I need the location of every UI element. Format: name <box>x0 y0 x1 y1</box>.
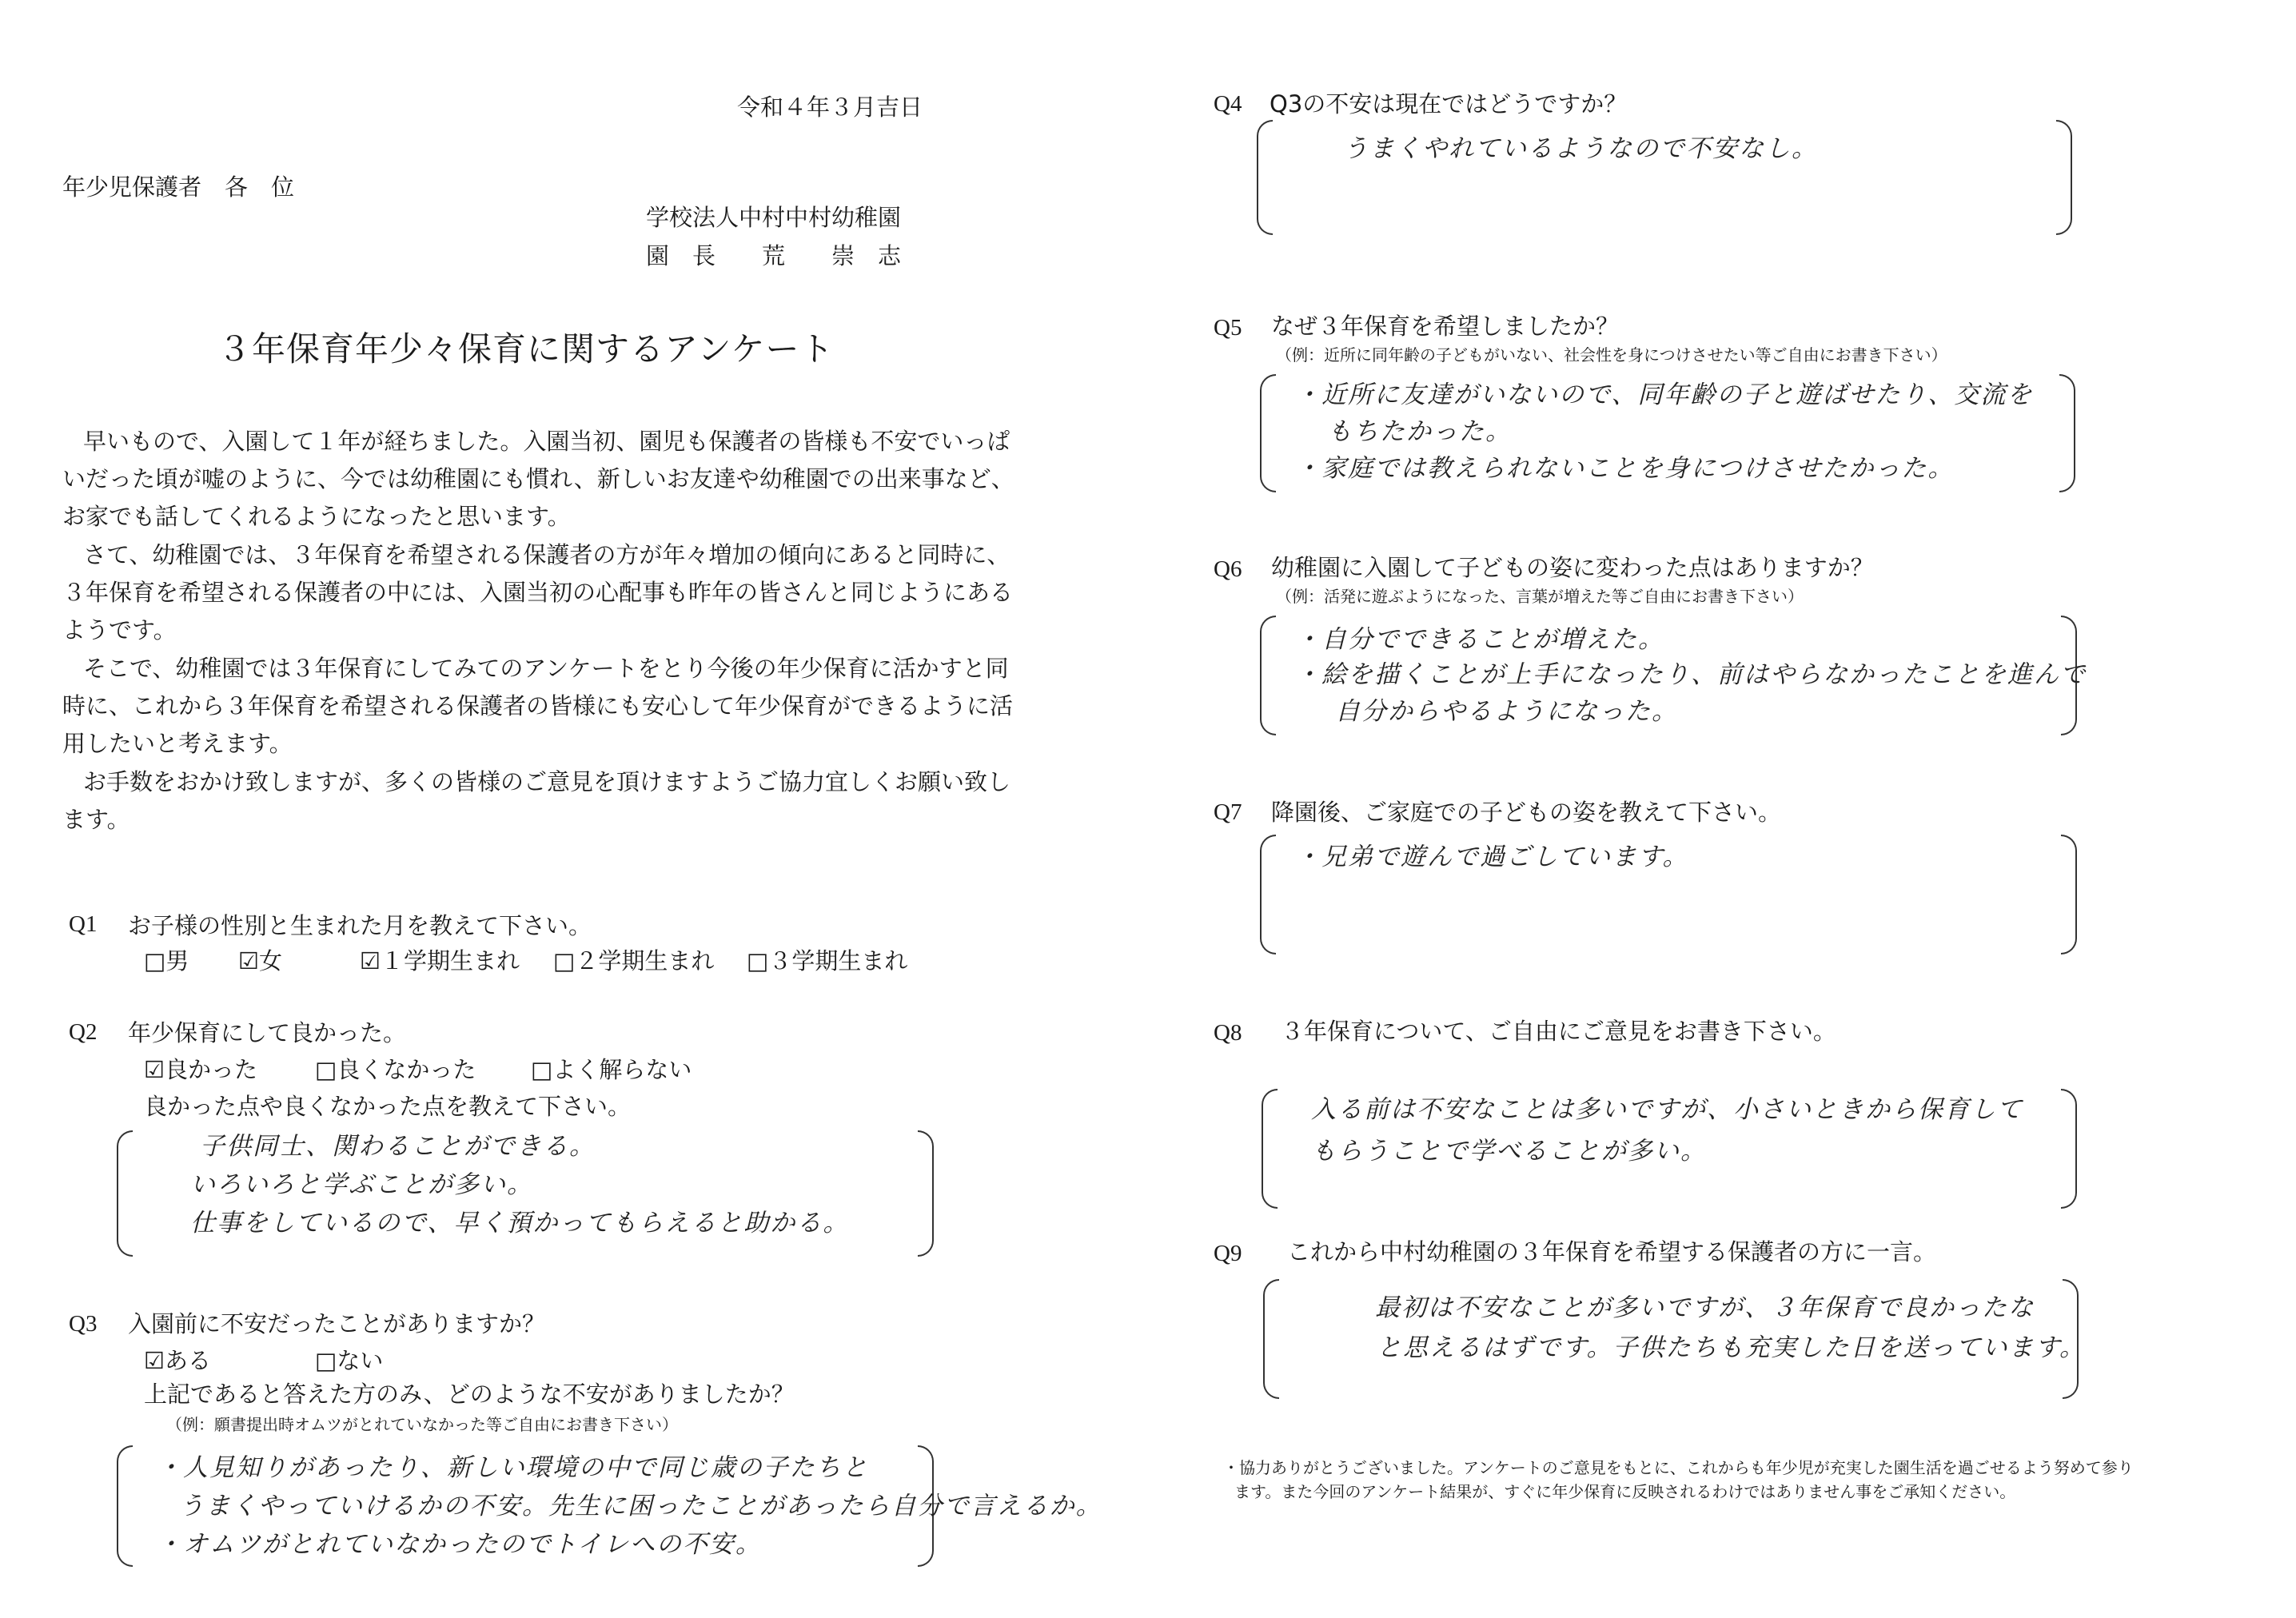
intro-line: 時に、これから３年保育を希望される保護者の皆様にも安心して年少保育ができるように活 <box>62 692 1014 719</box>
q5-answer-line: ・家庭では教えられないことを身につけさせたかった。 <box>1295 454 1955 483</box>
intro-line: そこで、幼稚園では３年保育にしてみてのアンケートをとり今後の年少保育に活かすと同 <box>83 655 1009 682</box>
q2-label: Q2 <box>69 1019 98 1045</box>
q7-label: Q7 <box>1214 799 1242 825</box>
q3-answer-line: ・オムツがとれていなかったのでトイレへの不安。 <box>157 1530 762 1559</box>
q7-text: 降園後、ご家庭での子どもの姿を教えて下さい。 <box>1271 799 1782 826</box>
q6-label: Q6 <box>1214 556 1242 582</box>
intro-line: お手数をおかけ致しますが、多くの皆様のご意見を頂けますようご協力宜しくお願い致し <box>83 768 1011 795</box>
q5-example: （例：近所に同年齢の子どもがいない、社会性を身につけさせたい等ご自由にお書き下さい） <box>1276 345 1947 365</box>
intro-line: いだった頃が嘘のように、今では幼稚園にも慣れ、新しいお友達や幼稚園での出来事など、 <box>62 465 1014 492</box>
school-name: 学校法人中村中村幼稚園 <box>646 204 902 231</box>
q6-text: 幼稚園に入園して子どもの姿に変わった点はありますか？ <box>1271 554 1874 581</box>
q5-label: Q5 <box>1214 315 1242 341</box>
q6-answer-line: ・絵を描くことが上手になったり、前はやらなかったことを進んで <box>1295 660 2087 689</box>
q2-answer-line: 子供同士、関わることができる。 <box>200 1132 596 1161</box>
q5-answer-bracket-left <box>1260 374 1276 492</box>
intro-line: 早いもので、入園して１年が経ちました。入園当初、園児も保護者の皆様も不安でいっぱ <box>83 428 1010 455</box>
q6-answer-bracket-left <box>1260 616 1276 735</box>
q7-answer-line: ・兄弟で遊んで過ごしています。 <box>1295 843 1689 871</box>
intro-line: ます。 <box>62 806 130 833</box>
q3-answer-line: ・人見知りがあったり、新しい環境の中で同じ歳の子たちと <box>157 1453 869 1482</box>
q5-text: なぜ３年保育を希望しましたか？ <box>1271 313 1620 340</box>
q2-option-unsure[interactable]: □よく解らない <box>531 1056 692 1083</box>
q2-answer-line: いろいろと学ぶことが多い。 <box>190 1170 533 1199</box>
q3-subquestion: 上記であると答えた方のみ、どのような不安がありましたか？ <box>144 1381 795 1408</box>
q6-answer-line: ・自分でできることが増えた。 <box>1295 625 1664 654</box>
q2-answer-bracket-left <box>117 1130 133 1257</box>
q1-option-female[interactable]: ☑女 <box>238 947 282 974</box>
q5-answer-bracket-right <box>2059 374 2075 492</box>
q6-answer-line: 自分からやるようになった。 <box>1335 697 1678 726</box>
q3-option-yes[interactable]: ☑ある <box>144 1347 211 1374</box>
intro-line: さて、幼稚園では、３年保育を希望される保護者の方が年々増加の傾向にあると同時に、 <box>83 541 1010 568</box>
addressee: 年少児保護者 各 位 <box>62 173 295 201</box>
q4-answer-line: うまくやれているようなので不安なし。 <box>1343 134 1818 163</box>
q1-label: Q1 <box>69 911 98 937</box>
q3-answer-bracket-left <box>117 1445 133 1567</box>
q2-text: 年少保育にして良かった。 <box>128 1019 407 1046</box>
q4-text: Q3の不安は現在ではどうですか？ <box>1270 90 1628 118</box>
date: 令和４年３月吉日 <box>737 94 923 121</box>
q4-answer-bracket-right <box>2056 120 2072 235</box>
q1-option-male[interactable]: □男 <box>144 947 189 974</box>
intro-line: ３年保育を希望される保護者の中には、入園当初の心配事も昨年の皆さんと同じようにある <box>62 579 1014 606</box>
q6-example: （例：活発に遊ぶようになった、言葉が増えた等ご自由にお書き下さい） <box>1276 587 1804 606</box>
q9-label: Q9 <box>1214 1241 1242 1266</box>
q5-answer-line: もちたかった。 <box>1327 417 1512 446</box>
q7-answer-bracket-left <box>1260 835 1276 954</box>
q2-answer-bracket-right <box>918 1130 934 1257</box>
q1-option-term2[interactable]: □２学期生まれ <box>553 947 715 974</box>
q1-option-term1[interactable]: ☑１学期生まれ <box>360 947 520 974</box>
q3-option-no[interactable]: □ない <box>315 1347 384 1374</box>
q3-example: （例：願書提出時オムツがとれていなかった等ご自由にお書き下さい） <box>166 1415 678 1434</box>
q3-text: 入園前に不安だったことがありますか？ <box>128 1310 546 1337</box>
q3-label: Q3 <box>69 1311 98 1337</box>
footer-line: ます。また今回のアンケート結果が、すぐに年少保育に反映されるわけではありません事をご承知ください。 <box>1234 1482 2016 1501</box>
q8-answer-bracket-left <box>1262 1089 1278 1209</box>
q8-label: Q8 <box>1214 1020 1242 1046</box>
q8-answer-line: もらうことで学べることが多い。 <box>1311 1137 1707 1166</box>
page-title: ３年保育年少々保育に関するアンケート <box>217 329 835 369</box>
q9-answer-line: 最初は不安なことが多いですが、３年保育で良かったな <box>1375 1293 2035 1322</box>
q3-answer-line: うまくやっていけるかの不安。先生に困ったことがあったら自分で言えるか。 <box>179 1492 1102 1520</box>
q9-text: これから中村幼稚園の３年保育を希望する保護者の方に一言。 <box>1287 1238 1937 1265</box>
q7-answer-bracket-right <box>2061 835 2077 954</box>
q4-answer-bracket-left <box>1257 120 1273 235</box>
q1-option-term3[interactable]: □３学期生まれ <box>747 947 908 974</box>
intro-line: 用したいと考えます。 <box>62 730 293 757</box>
q8-answer-line: 入る前は不安なことは多いですが、小さいときから保育して <box>1311 1095 2023 1124</box>
q9-answer-line: と思えるはずです。子供たちも充実した日を送っています。 <box>1377 1333 2086 1362</box>
intro-line: ようです。 <box>62 616 177 644</box>
q4-label: Q4 <box>1214 91 1242 117</box>
q8-text: ３年保育について、ご自由にご意見をお書き下さい。 <box>1281 1018 1836 1045</box>
q2-option-not-good[interactable]: □良くなかった <box>315 1056 476 1083</box>
q9-answer-bracket-left <box>1263 1279 1279 1399</box>
q2-answer-line: 仕事をしているので、早く預かってもらえると助かる。 <box>190 1209 850 1237</box>
q5-answer-line: ・近所に友達がいないので、同年齢の子と遊ばせたり、交流を <box>1295 381 2034 409</box>
footer-line: ・協力ありがとうございました。アンケートのご意見をもとに、これからも年少児が充実した園生活を過ごせるよう努めて参り <box>1223 1458 2134 1477</box>
q1-text: お子様の性別と生まれた月を教えて下さい。 <box>128 912 592 939</box>
principal-name: 園 長 荒 崇 志 <box>646 242 902 269</box>
intro-line: お家でも話してくれるようになったと思います。 <box>62 503 571 530</box>
q8-answer-bracket-right <box>2061 1089 2077 1209</box>
q2-option-good[interactable]: ☑良かった <box>144 1056 257 1083</box>
q2-subquestion: 良かった点や良くなかった点を教えて下さい。 <box>144 1093 632 1120</box>
